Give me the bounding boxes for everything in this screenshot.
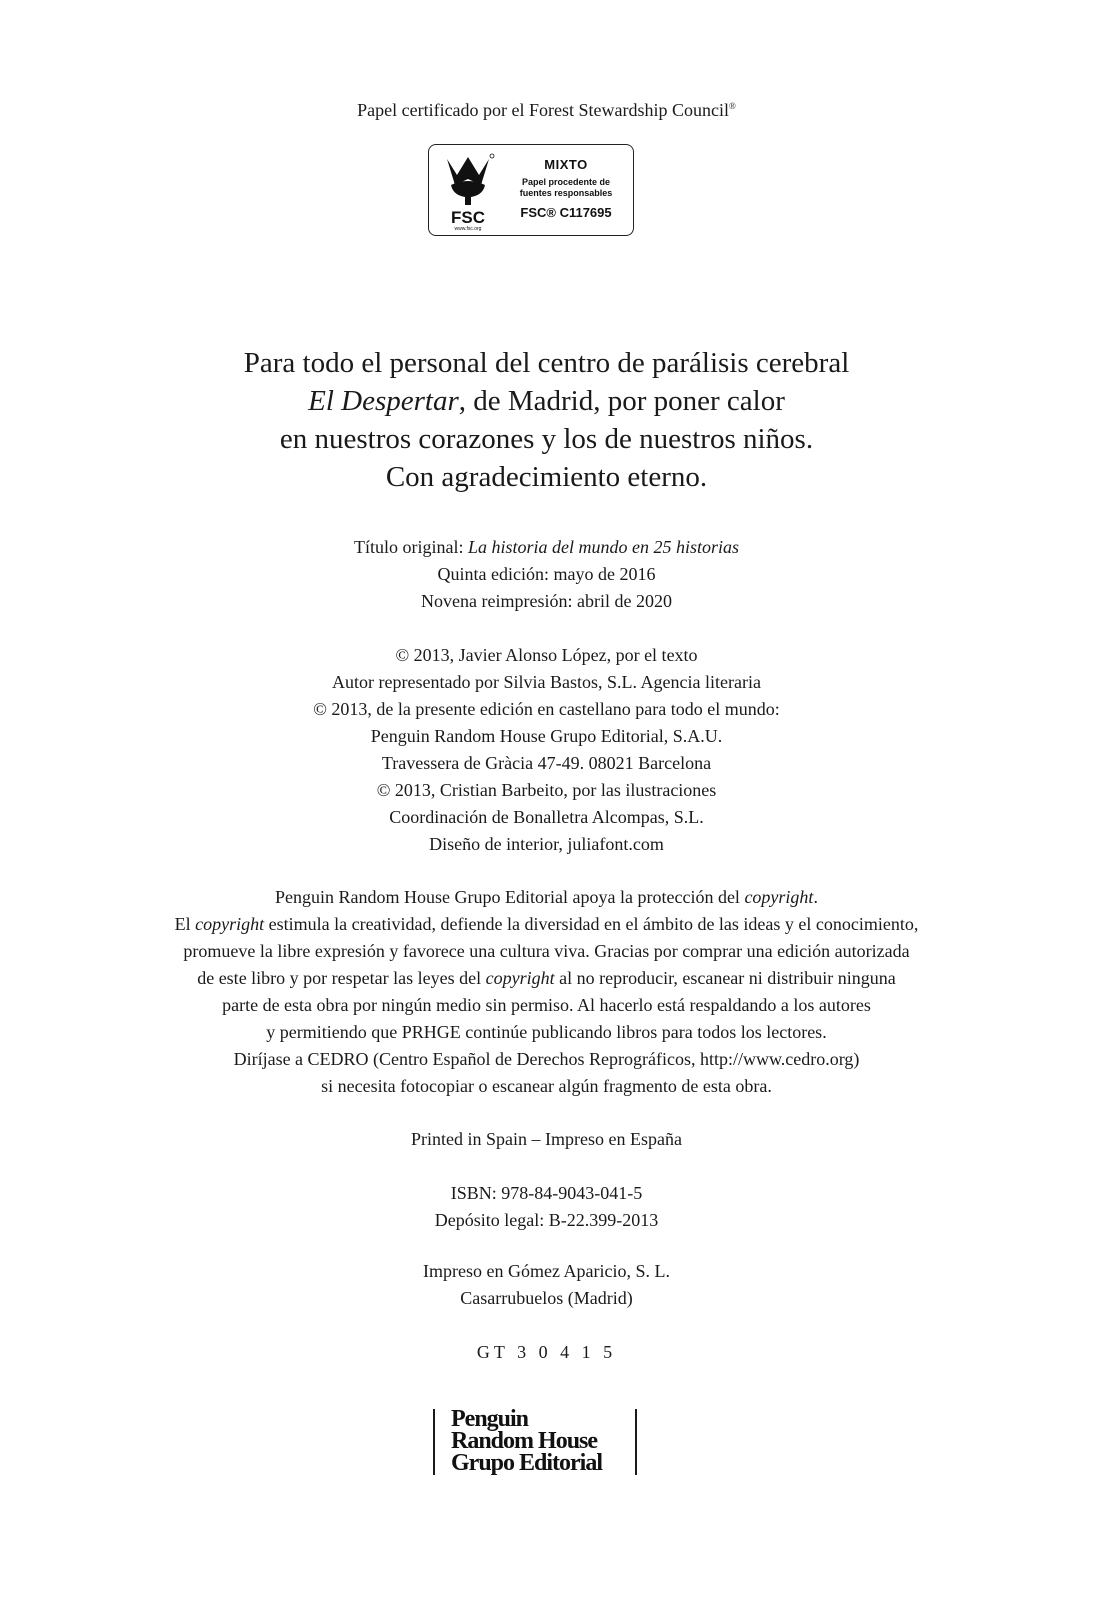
print-code: GT 3 0 4 1 5: [476, 1342, 617, 1362]
fsc-caption-text: Papel certificado por el Forest Stewardship Council: [357, 100, 730, 120]
edition-info: [0, 534, 1093, 615]
dedication-line-4: Con agradecimiento eterno.: [385, 461, 708, 493]
credit-line: Autor representado por Silvia Bastos, S.L. Agencia literaria: [332, 672, 761, 692]
isbn-block: [0, 1180, 1093, 1234]
fsc-caption: [0, 100, 1093, 121]
notice-text: El: [174, 914, 196, 934]
fsc-source-label: [505, 177, 627, 199]
publisher-logo: [433, 1406, 637, 1476]
legal-deposit: Depósito legal: B-22.399-2013: [434, 1210, 659, 1230]
fifth-edition: Quinta edición: mayo de 2016: [437, 564, 656, 584]
printed-in: Printed in Spain – Impreso en España: [411, 1129, 682, 1149]
credit-line: Travessera de Gràcia 47-49. 08021 Barcelona: [381, 753, 712, 773]
fsc-tree-checkmark-icon: [437, 151, 499, 231]
notice-line-5: parte de esta obra por ningún medio sin permiso. Al hacerlo está respaldando a los autores: [222, 995, 871, 1015]
fsc-source-line-2: fuentes responsables: [519, 188, 613, 198]
notice-line-4: [0, 965, 1093, 992]
fsc-mixto-label: MIXTO: [544, 157, 588, 172]
notice-line-3: promueve la libre expresión y favorece una cultura viva. Gracias por comprar una edición autorizada: [183, 941, 910, 961]
publisher-logo-line-1: Penguin: [451, 1406, 529, 1432]
original-title: [0, 534, 1093, 561]
fsc-logo-url: www.fsc.org: [454, 226, 482, 231]
notice-italic: copyright: [485, 968, 555, 988]
isbn: ISBN: 978-84-9043-041-5: [450, 1183, 643, 1203]
fsc-license-code: FSC® C117695: [520, 205, 612, 220]
notice-line-6: y permitiendo que PRHGE continúe publicando libros para todos los lectores.: [266, 1022, 827, 1042]
publisher-logo-text: [451, 1408, 602, 1474]
credit-line: Diseño de interior, juliafont.com: [429, 834, 664, 854]
notice-line-7: Diríjase a CEDRO (Centro Español de Derechos Reprográficos, http://www.cedro.org): [233, 1049, 860, 1069]
dedication-line-2: [0, 382, 1093, 420]
notice-text: Penguin Random House Grupo Editorial apoya la protección del: [275, 887, 745, 907]
fsc-label-block: [505, 157, 627, 220]
notice-text: de este libro y por respetar las leyes del: [197, 968, 486, 988]
notice-text: al no reproducir, escanear ni distribuir ninguna: [554, 968, 896, 988]
notice-italic: copyright: [744, 887, 814, 907]
dedication-line-1: Para todo el personal del centro de parálisis cerebral: [243, 347, 850, 379]
credit-line: © 2013, Cristian Barbeito, por las ilustraciones: [376, 780, 717, 800]
notice-text: estimula la creatividad, defiende la diversidad en el ámbito de las ideas y el conocimiento,: [264, 914, 919, 934]
credit-line: Penguin Random House Grupo Editorial, S.A.U.: [370, 726, 723, 746]
printer-location: Casarrubuelos (Madrid): [460, 1288, 633, 1308]
printer-name: Impreso en Gómez Aparicio, S. L.: [423, 1261, 670, 1281]
notice-line-8: si necesita fotocopiar o escanear algún fragmento de esta obra.: [321, 1076, 772, 1096]
fsc-source-line-1: Papel procedente de: [521, 177, 611, 187]
fsc-registered-mark: ®: [729, 101, 736, 111]
original-title-label: Título original:: [353, 537, 468, 557]
dedication: [0, 344, 1093, 496]
dedication-center-name: El Despertar: [308, 385, 459, 417]
notice-italic: copyright: [195, 914, 265, 934]
notice-line-2: [0, 911, 1093, 938]
original-title-value: La historia del mundo en 25 historias: [467, 537, 740, 557]
credits: [0, 642, 1093, 858]
publisher-logo-line-2: Random House: [451, 1428, 598, 1454]
dedication-line-2-rest: , de Madrid, por poner calor: [458, 385, 785, 417]
printer-info: [0, 1258, 1093, 1312]
credit-line: © 2013, Javier Alonso López, por el texto: [395, 645, 698, 665]
fsc-certification-logo: [428, 144, 634, 236]
ninth-reprint: Novena reimpresión: abril de 2020: [421, 591, 672, 611]
notice-line-1: [0, 884, 1093, 911]
notice-text: .: [813, 887, 818, 907]
credit-line: © 2013, de la presente edición en castellano para todo el mundo:: [313, 699, 780, 719]
credit-line: Coordinación de Bonalletra Alcompas, S.L.: [389, 807, 704, 827]
copyright-notice: [0, 884, 1093, 1100]
fsc-logo-text: FSC: [451, 208, 485, 227]
dedication-line-3: en nuestros corazones y los de nuestros niños.: [279, 423, 814, 455]
publisher-logo-line-3: Grupo Editorial: [451, 1450, 603, 1476]
